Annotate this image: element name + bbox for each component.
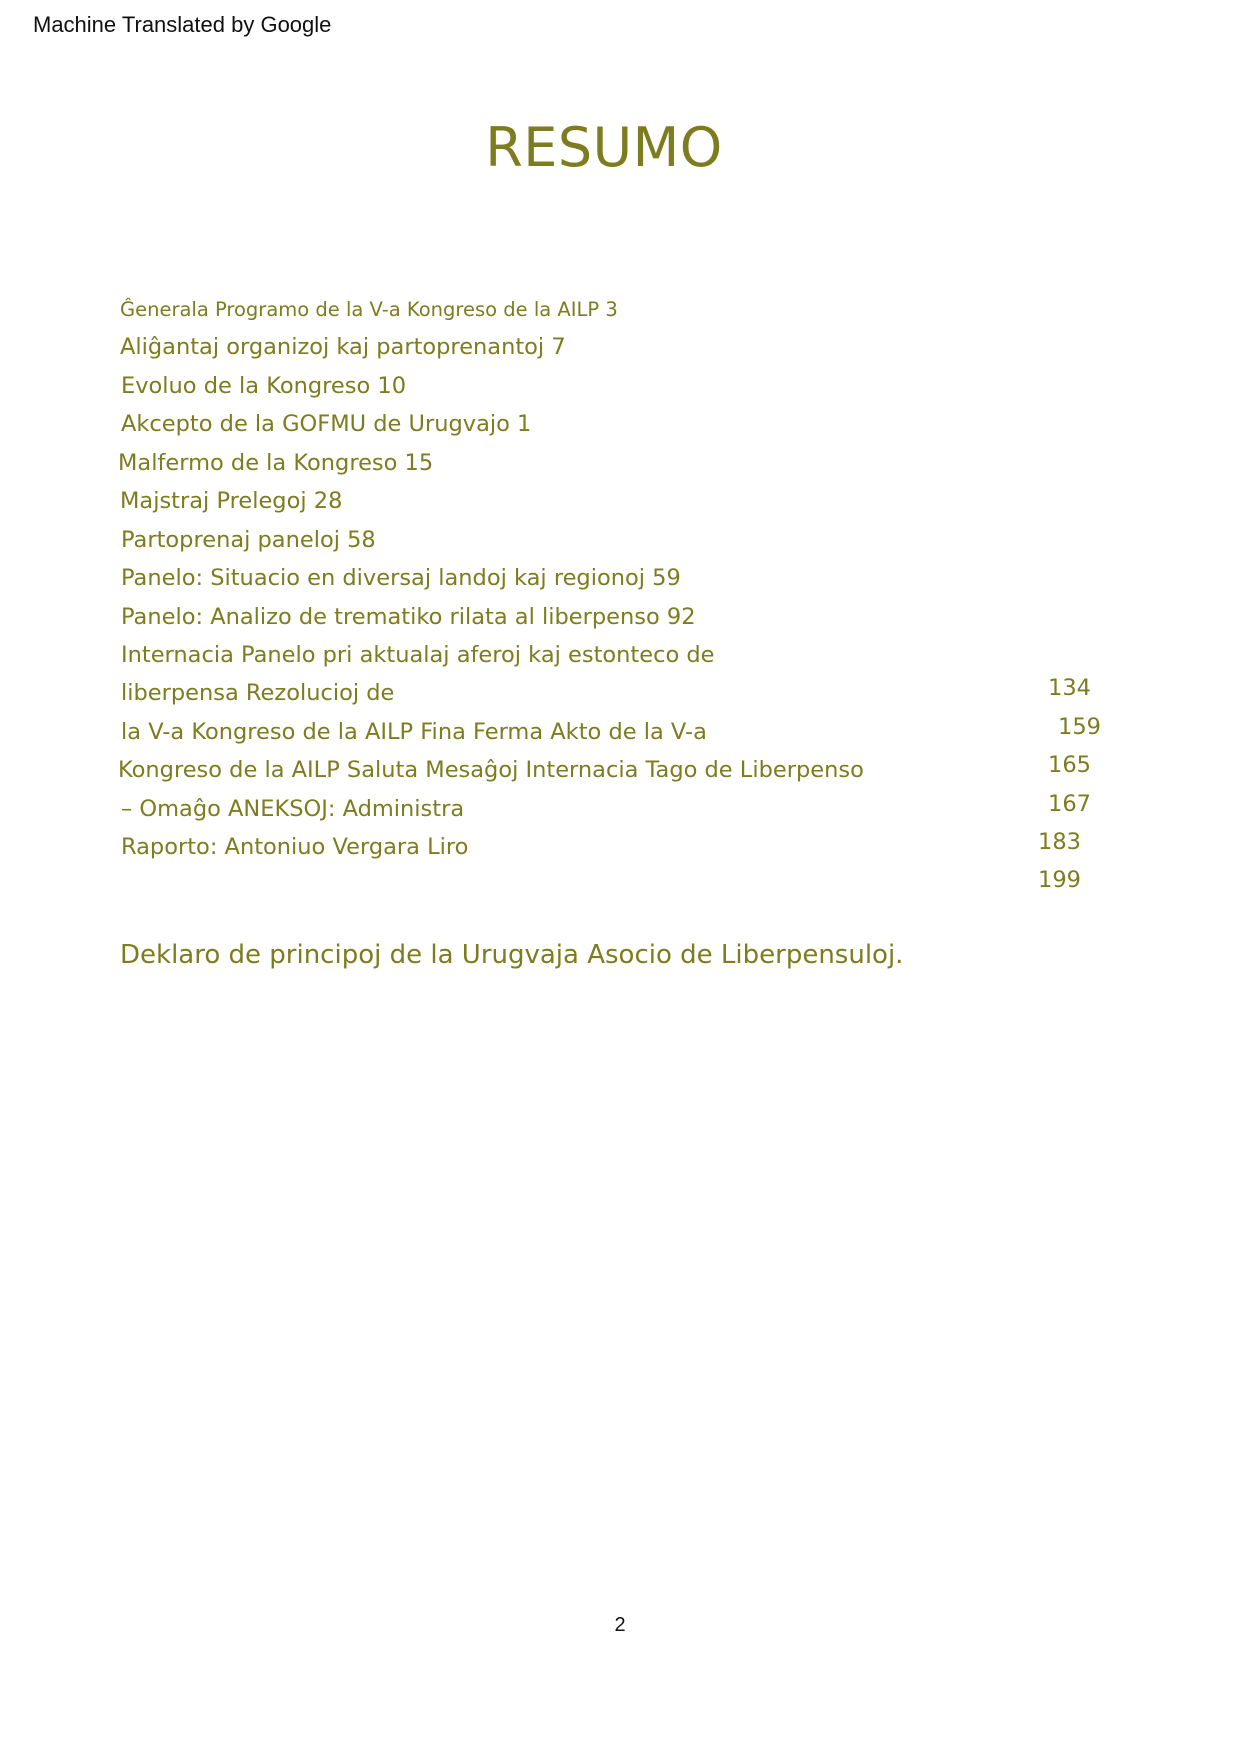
page-title: RESUMO	[485, 116, 723, 179]
toc-line: Ĝenerala Programo de la V-a Kongreso de la AILP 3	[120, 298, 618, 321]
toc-line: Panelo: Analizo de trematiko rilata al liberpenso 92	[121, 604, 696, 630]
toc-page-number: 167	[1048, 791, 1091, 817]
toc-line: Partoprenaj paneloj 58	[121, 527, 376, 553]
toc-line: Evoluo de la Kongreso 10	[121, 373, 407, 399]
toc-line: – Omaĝo ANEKSOJ: Administra	[121, 796, 465, 822]
toc-page-number: 199	[1038, 867, 1081, 893]
toc-page-number: 165	[1048, 752, 1091, 778]
toc-line: Kongreso de la AILP Saluta Mesaĝoj Internacia Tago de Liberpenso	[118, 757, 864, 783]
toc-line: Majstraj Prelegoj 28	[120, 488, 343, 514]
toc-line: Panelo: Situacio en diversaj landoj kaj regionoj 59	[121, 565, 681, 591]
page-number: 2	[614, 1614, 626, 1636]
toc-line: liberpensa Rezolucioj de	[121, 680, 395, 706]
toc-line: la V-a Kongreso de la AILP Fina Ferma Akto de la V-a	[121, 719, 707, 745]
toc-line: Malfermo de la Kongreso 15	[118, 450, 434, 476]
toc-page-number: 159	[1058, 714, 1101, 740]
toc-line: Raporto: Antoniuo Vergara Liro	[121, 834, 469, 860]
toc-page-number: 183	[1038, 829, 1081, 855]
declaration-heading: Deklaro de principoj de la Urugvaja Asocio de Liberpensuloj.	[120, 940, 904, 970]
toc-line: Aliĝantaj organizoj kaj partoprenantoj 7	[120, 334, 566, 360]
machine-translation-banner: Machine Translated by Google	[33, 12, 332, 37]
toc-line: Internacia Panelo pri aktualaj aferoj kaj estonteco de	[121, 642, 715, 668]
toc-line: Akcepto de la GOFMU de Urugvajo 1	[121, 411, 532, 437]
toc-page-number: 134	[1048, 675, 1091, 701]
